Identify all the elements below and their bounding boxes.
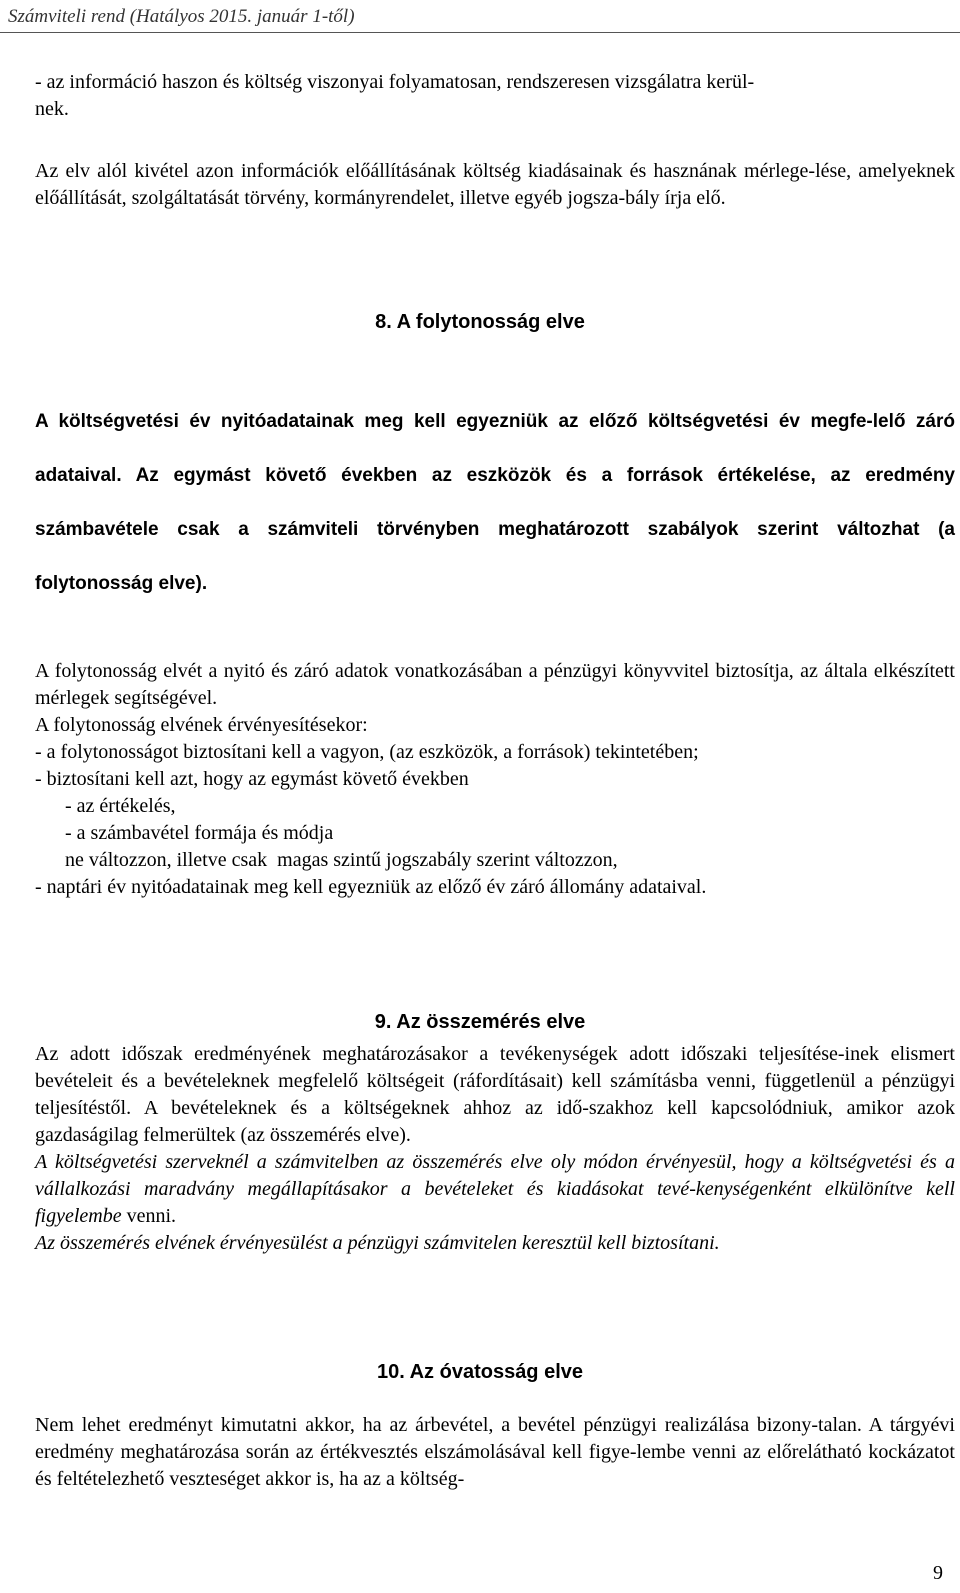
intro-list <box>35 69 955 123</box>
list-line: - naptári év nyitóadatainak meg kell egyezniük az előző év záró állomány adataival. <box>35 876 707 898</box>
section-8-paragraph <box>35 658 955 712</box>
exception-paragraph <box>35 158 955 212</box>
list-line: - az értékelés, <box>65 795 176 817</box>
intro-line: - az információ haszon és költség viszonyai folyamatosan, rendszeresen vizsgálatra kerül- <box>35 71 755 93</box>
section-8-list <box>35 712 955 901</box>
bold-paragraph-text: A költségvetési év nyitóadatainak meg kell egyezniük az előző költségvetési év megfe-lelő záró adataival. Az egymást követő években az eszközök és a források értékelése, az eredmény számbavétele csak a számviteli törvényben meghatározott szabályok szerint változhat (a folytonosság elve). <box>35 411 955 594</box>
section-9-body <box>35 1041 955 1257</box>
list-line: - biztosítani kell azt, hogy az egymást követő években <box>35 768 469 790</box>
italic-paragraph-2: Az összemérés elvének érvényesülést a pénzügyi számvitelen keresztül kell biztosítani. <box>35 1232 720 1254</box>
paragraph-text: A folytonosság elvét a nyitó és záró adatok vonatkozásában a pénzügyi könyvvitel biztosítja, az általa elkészített mérlegek segítségével. <box>35 660 955 709</box>
running-header: Számviteli rend (Hatályos 2015. január 1-től) <box>8 6 355 27</box>
list-line: ne változzon, illetve csak magas szintű jogszabály szerint változzon, <box>65 849 618 871</box>
section-10-body <box>35 1412 955 1493</box>
page-number: 9 <box>933 1562 943 1584</box>
plain-tail: venni. <box>121 1205 177 1227</box>
section-10-heading: 10. Az óvatosság elve <box>376 1361 584 1383</box>
header-rule <box>0 32 960 33</box>
italic-paragraph <box>35 1149 955 1230</box>
paragraph-text: Nem lehet eredményt kimutatni akkor, ha az árbevétel, a bevétel pénzügyi realizálása bizony-talan. A tárgyévi eredmény meghatározása során az értékvesztés elszámolásával kell figye-lembe venni az előrelátható kockázatot és feltételezhető veszteséget akkor is, ha az a költség- <box>35 1414 955 1490</box>
paragraph-text: Az adott időszak eredményének meghatározásakor a tevékenységek adott időszaki teljesítése-inek elismert bevételeit és a bevételeknek megfelelő költségeit (ráfordításait) kell számításba venni, függetlenül a pénzügyi teljesítéstől. A bevételeknek és a költségeknek ahhoz az idő-szakhoz kell kapcsolódniuk, amikor azok gazdaságilag felmerültek (az összemérés elve). <box>35 1043 955 1146</box>
exception-text: Az elv alól kivétel azon információk előállításának költség kiadásainak és hasznának mérlege-lése, amelyeknek előállítását, szolgáltatását törvény, kormányrendelet, illetve egyéb jogsza-bály írja elő. <box>35 160 955 209</box>
list-line: - a számbavétel formája és módja <box>65 822 334 844</box>
list-line: A folytonosság elvének érvényesítésekor: <box>35 714 368 736</box>
section-8-bold-paragraph <box>35 395 955 611</box>
section-8-heading: 8. A folytonosság elve <box>375 311 585 333</box>
section-9-heading: 9. Az összemérés elve <box>374 1011 586 1033</box>
italic-text: A költségvetési szerveknél a számvitelben az összemérés elve oly módon érvényesül, hogy a költségvetési és a vállalkozási maradvány megállapításakor a bevételeket és kiadásokat tevé-kenységenként elkülönítve kell figyelembe <box>35 1151 955 1227</box>
intro-line: nek. <box>35 98 69 120</box>
list-line: - a folytonosságot biztosítani kell a vagyon, (az eszközök, a források) tekintetében; <box>35 741 699 763</box>
